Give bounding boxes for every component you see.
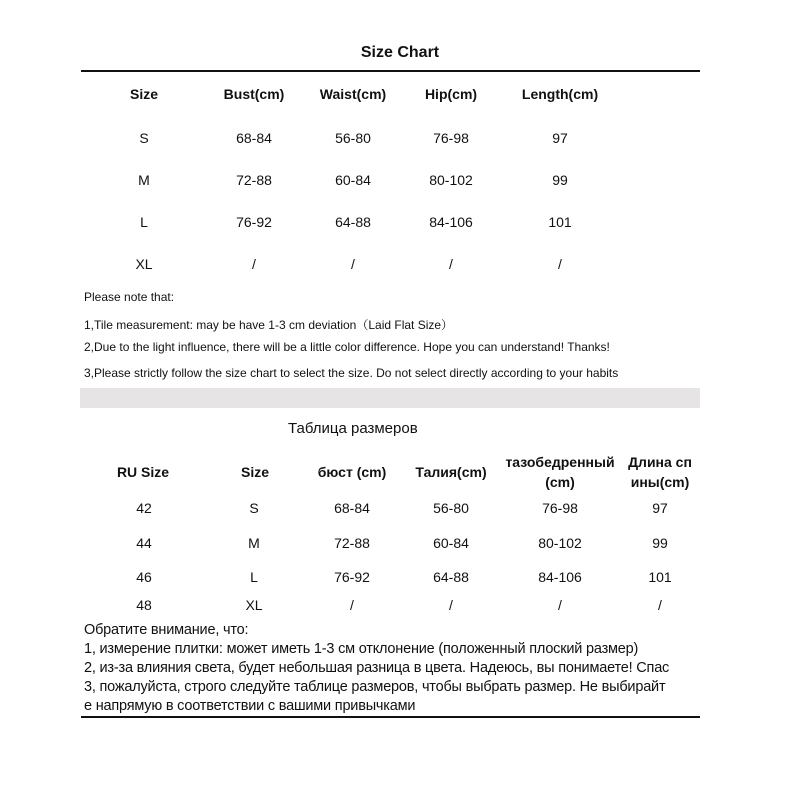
- table-cell: 84-106: [538, 569, 582, 585]
- table-cell: /: [350, 597, 354, 613]
- table-cell: /: [558, 597, 562, 613]
- table-cell: 64-88: [433, 569, 469, 585]
- table-cell: 44: [136, 535, 152, 551]
- table-cell: /: [449, 256, 453, 272]
- ru-chart-title: Таблица размеров: [288, 420, 418, 437]
- header-ru-size: RU Size: [116, 464, 170, 480]
- table-cell: M: [248, 535, 260, 551]
- table-cell: /: [252, 256, 256, 272]
- bottom-divider: [81, 716, 700, 718]
- note-1: 1,Tile measurement: may be have 1-3 cm deviation（Laid Flat Size）: [84, 318, 454, 332]
- header-waist: Waist(cm): [319, 86, 387, 102]
- header-size: Size: [240, 464, 270, 480]
- size-chart-title: Size Chart: [360, 44, 440, 61]
- table-cell: /: [449, 597, 453, 613]
- section-separator-bar: [80, 388, 700, 408]
- header-hip-line-1: тазобедренный: [505, 454, 615, 470]
- table-cell: 42: [136, 500, 152, 516]
- table-cell: 68-84: [236, 130, 272, 146]
- header-length: [628, 452, 692, 492]
- table-cell: 97: [552, 130, 568, 146]
- table-cell: 99: [552, 172, 568, 188]
- table-cell: 68-84: [334, 500, 370, 516]
- table-cell: 72-88: [334, 535, 370, 551]
- table-cell: 76-98: [433, 130, 469, 146]
- ru-note-2: 2, из-за влияния света, будет небольшая разница в цвета. Надеюсь, вы понимаете! Спас: [84, 660, 670, 676]
- ru-note-1: 1, измерение плитки: может иметь 1-3 см отклонение (положенный плоский размер): [84, 641, 639, 657]
- table-cell: XL: [245, 597, 263, 613]
- table-cell: S: [249, 500, 259, 516]
- table-cell: 101: [548, 214, 572, 230]
- table-cell: 56-80: [433, 500, 469, 516]
- table-cell: 56-80: [335, 130, 371, 146]
- header-waist: Талия(cm): [415, 464, 487, 480]
- header-length: Length(cm): [521, 86, 599, 102]
- header-bust: Bust(cm): [223, 86, 285, 102]
- header-length-line-2: ины(cm): [630, 474, 690, 490]
- table-cell: /: [658, 597, 662, 613]
- table-cell: 46: [136, 569, 152, 585]
- note-3: 3,Please strictly follow the size chart to select the size. Do not select directly according to your habits: [84, 366, 619, 380]
- table-cell: L: [140, 214, 148, 230]
- header-bust: бюст (cm): [317, 464, 387, 480]
- table-cell: /: [558, 256, 562, 272]
- header-size: Size: [129, 86, 159, 102]
- ru-note-3: 3, пожалуйста, строго следуйте таблице размеров, чтобы выбрать размер. Не выбирайт: [84, 679, 666, 695]
- header-hip: Hip(cm): [424, 86, 478, 102]
- header-hip: [505, 452, 614, 492]
- table-cell: /: [351, 256, 355, 272]
- table-cell: 48: [136, 597, 152, 613]
- table-cell: L: [250, 569, 258, 585]
- table-cell: 76-92: [334, 569, 370, 585]
- table-cell: 101: [648, 569, 672, 585]
- table-cell: XL: [135, 256, 153, 272]
- table-cell: 80-102: [538, 535, 582, 551]
- ru-note-3-cont: е напрямую в соответствии с вашими привычками: [84, 698, 416, 714]
- table-cell: 97: [652, 500, 668, 516]
- header-hip-line-2: (cm): [545, 474, 575, 490]
- table-cell: 60-84: [433, 535, 469, 551]
- table-cell: M: [138, 172, 150, 188]
- table-cell: S: [139, 130, 149, 146]
- header-length-line-1: Длина сп: [628, 454, 692, 470]
- table-cell: 76-92: [236, 214, 272, 230]
- table-cell: 64-88: [335, 214, 371, 230]
- note-intro: Please note that:: [84, 290, 175, 304]
- table-cell: 80-102: [429, 172, 473, 188]
- top-divider: [81, 70, 700, 72]
- table-cell: 60-84: [335, 172, 371, 188]
- note-2: 2,Due to the light influence, there will be a little color difference. Hope you can understand! Thanks!: [84, 340, 610, 354]
- table-cell: 84-106: [429, 214, 473, 230]
- table-cell: 72-88: [236, 172, 272, 188]
- ru-note-intro: Обратите внимание, что:: [84, 622, 249, 638]
- table-cell: 76-98: [542, 500, 578, 516]
- table-cell: 99: [652, 535, 668, 551]
